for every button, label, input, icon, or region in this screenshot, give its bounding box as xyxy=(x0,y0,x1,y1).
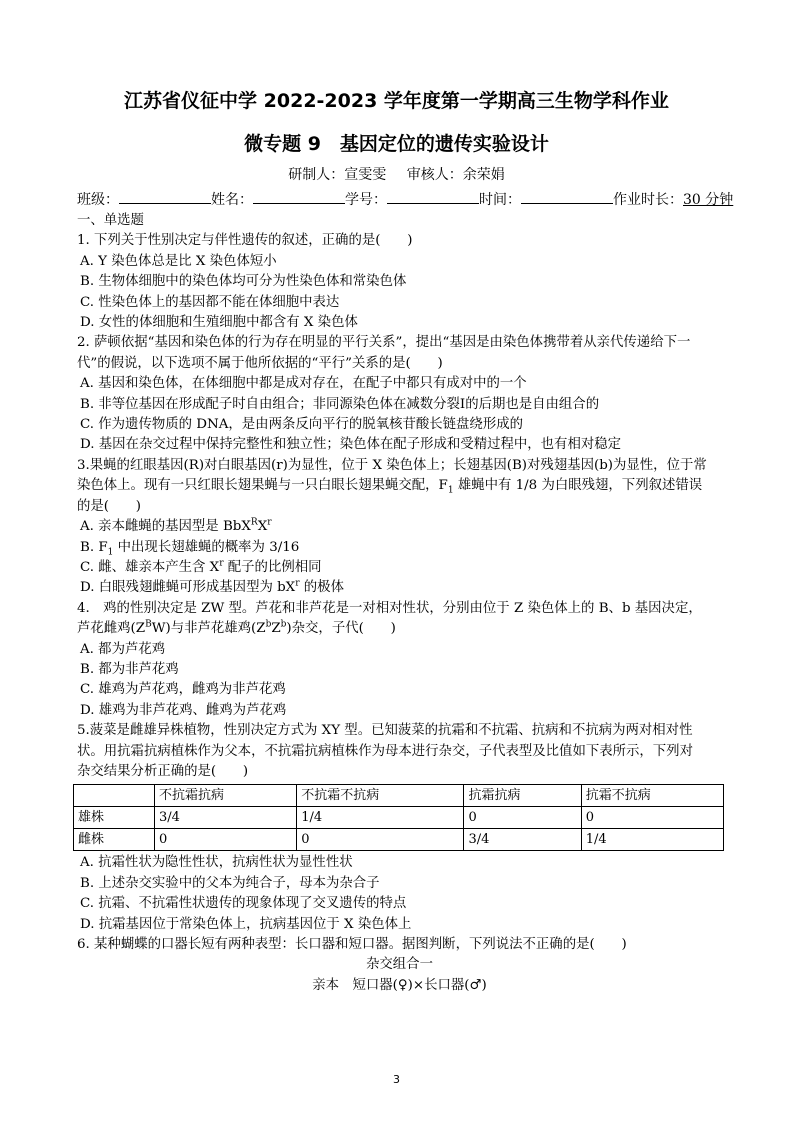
time-label: 时间： xyxy=(479,192,521,208)
q4-sup-1: B xyxy=(145,619,152,630)
document-title: 江苏省仪征中学 2022-2023 学年度第一学期高三生物学科作业 xyxy=(124,90,669,112)
q6-figure-parents: 亲本 短口器(♀)×长口器(♂) xyxy=(312,977,487,993)
q4-option-a: A. 都为芦花鸡 xyxy=(80,641,166,657)
q3-stem-text: 染色体上。现有一只红眼长翅果蝇与一只白眼长翅果蝇交配，F xyxy=(77,478,448,494)
class-label: 班级： xyxy=(77,192,119,208)
table-cell: 3/4 xyxy=(464,829,581,851)
name-label: 姓名： xyxy=(211,192,253,208)
q2-option-c: C. 作为遗传物质的 DNA，是由两条反向平行的脱氧核苷酸长链盘绕形成的 xyxy=(80,417,523,433)
id-blank[interactable] xyxy=(387,190,479,204)
q3-stem-line3: 的是( ) xyxy=(77,498,142,514)
q3-stem-line2 xyxy=(77,476,722,496)
q3-option-b xyxy=(77,538,722,558)
table-header-cell: 不抗霜不抗病 xyxy=(297,785,464,807)
table-header-row xyxy=(74,785,724,807)
q5-results-table xyxy=(73,784,724,851)
time-blank[interactable] xyxy=(521,190,613,204)
table-cell: 0 xyxy=(464,807,581,829)
q2-option-b: B. 非等位基因在形成配子时自由组合；非同源染色体在减数分裂Ⅰ的后期也是自由组合的 xyxy=(80,396,600,412)
document-subtitle: 微专题 9 基因定位的遗传实验设计 xyxy=(244,133,549,155)
q1-option-a: A. Y 染色体总是比 X 染色体短小 xyxy=(80,253,277,269)
q4-text-2: W)与非芦花雄鸡(Z xyxy=(151,621,266,637)
table-row xyxy=(74,807,724,829)
q3-b-text: B. F xyxy=(80,539,108,555)
q2-option-d: D. 基因在杂交过程中保持完整性和独立性；染色体在配子形成和受精过程中，也有相对稳定 xyxy=(80,437,622,453)
reviewer-label: 审核人：余荣娟 xyxy=(406,167,505,183)
page-number: 3 xyxy=(393,1073,400,1086)
q5-stem-line2: 状。用抗霜抗病植株作为父本，不抗霜抗病植株作为母本进行杂交，子代表型及比值如下表所示，下列对 xyxy=(77,743,693,759)
q4-sup-2: b xyxy=(265,619,272,630)
q3-a-mid: X xyxy=(257,519,268,535)
q3-b-sub: 1 xyxy=(107,547,114,558)
q5-option-b: B. 上述杂交实验中的父本为纯合子，母本为杂合子 xyxy=(80,875,380,891)
table-header-cell: 不抗霜抗病 xyxy=(155,785,297,807)
table-cell: 3/4 xyxy=(155,807,297,829)
table-cell: 雄株 xyxy=(74,807,155,829)
table-cell: 1/4 xyxy=(297,807,464,829)
q3-stem-line1: 3.果蝇的红眼基因(R)对白眼基因(r)为显性，位于 X 染色体上；长翅基因(B)对残翅基因(b)为显性，位于常 xyxy=(77,457,707,473)
table-cell: 1/4 xyxy=(581,829,723,851)
q4-option-b: B. 都为非芦花鸡 xyxy=(80,661,179,677)
q1-option-b: B. 生物体细胞中的染色体均可分为性染色体和常染色体 xyxy=(80,274,407,290)
q3-d-text: D. 白眼残翅雌蝇可形成基因型为 bX xyxy=(80,580,296,596)
q5-option-a: A. 抗霜性状为隐性性状，抗病性状为显性性状 xyxy=(80,855,353,871)
author-label: 研制人：宣雯雯 xyxy=(288,167,387,183)
q4-option-d: D. 雄鸡为非芦花鸡、雌鸡为芦花鸡 xyxy=(80,702,287,718)
q2-stem-line2: 代”的假说，以下选项不属于他所依据的“平行”关系的是( ) xyxy=(77,355,443,371)
content-body xyxy=(77,211,722,996)
q4-option-c: C. 雄鸡为芦花鸡，雌鸡为非芦花鸡 xyxy=(80,682,286,698)
q3-d-sup: r xyxy=(295,578,300,589)
q2-option-a: A. 基因和染色体，在体细胞中都是成对存在，在配子中都只有成对中的一个 xyxy=(80,376,527,392)
duration-label: 作业时长： xyxy=(613,192,683,208)
table-header-cell: 抗霜抗病 xyxy=(464,785,581,807)
q4-sup-3: b xyxy=(280,619,287,630)
name-blank[interactable] xyxy=(253,190,345,204)
q4-text-1: 芦花雌鸡(Z xyxy=(77,621,146,637)
q4-stem-line2 xyxy=(77,619,722,639)
q4-stem-line1: 4. 鸡的性别决定是 ZW 型。芦花和非芦花是一对相对性状，分别由位于 Z 染色体上的 B、b 基因决定， xyxy=(77,600,702,616)
q2-stem-line1: 2. 萨顿依据“基因和染色体的行为存在明显的平行关系”，提出“基因是由染色体携带着从亲代传递给下一 xyxy=(77,335,691,351)
q3-c-text: C. 雌、雄亲本产生含 X xyxy=(80,559,220,575)
info-row xyxy=(77,189,734,209)
q1-stem: 1. 下列关于性别决定与伴性遗传的叙述，正确的是( ) xyxy=(77,233,413,249)
q3-option-c xyxy=(77,558,722,578)
q3-a-sup1: R xyxy=(250,517,258,528)
q4-text-4: )杂交，子代( ) xyxy=(286,621,396,637)
q3-c-post: 配子的比例相同 xyxy=(223,559,322,575)
q3-option-a xyxy=(77,517,722,537)
table-cell: 0 xyxy=(155,829,297,851)
duration-value: 30 分钟 xyxy=(683,192,734,208)
q3-stem-text-2: 雄蝇中有 1/8 为白眼残翅，下列叙述错误 xyxy=(453,478,703,494)
q3-a-text: A. 亲本雌蝇的基因型是 BbX xyxy=(80,519,251,535)
q5-stem-line1: 5.菠菜是雌雄异株植物，性别决定方式为 XY 型。已知菠菜的抗霜和不抗霜、抗病和不抗病为两对相对性 xyxy=(77,723,693,739)
q5-option-c: C. 抗霜、不抗霜性状遗传的现象体现了交叉遗传的特点 xyxy=(80,896,407,912)
q3-subscript: 1 xyxy=(447,485,454,496)
table-header-cell: 抗霜不抗病 xyxy=(581,785,723,807)
table-cell: 0 xyxy=(581,807,723,829)
section-heading: 一、单选题 xyxy=(77,213,144,228)
table-header-cell xyxy=(74,785,155,807)
q3-b-post: 中出现长翅雄蝇的概率为 3/16 xyxy=(113,539,300,555)
q5-option-d: D. 抗霜基因位于常染色体上，抗病基因位于 X 染色体上 xyxy=(80,916,412,932)
q1-option-d: D. 女性的体细胞和生殖细胞中都含有 X 染色体 xyxy=(80,315,358,331)
id-label: 学号： xyxy=(345,192,387,208)
q1-option-c: C. 性染色体上的基因都不能在体细胞中表达 xyxy=(80,294,340,310)
table-cell: 雌株 xyxy=(74,829,155,851)
q6-figure-title: 杂交组合一 xyxy=(366,957,433,973)
q3-c-sup: r xyxy=(219,558,224,569)
q3-a-sup2: r xyxy=(267,517,272,528)
table-row xyxy=(74,829,724,851)
q3-option-d xyxy=(77,578,722,598)
q5-stem-line3: 杂交结果分析正确的是( ) xyxy=(77,763,249,779)
class-blank[interactable] xyxy=(119,190,211,204)
q3-d-post: 的极体 xyxy=(299,580,344,596)
table-cell: 0 xyxy=(297,829,464,851)
q6-stem: 6. 某种蝴蝶的口器长短有两种表型：长口器和短口器。据图判断，下列说法不正确的是( ) xyxy=(77,937,627,952)
authors-line xyxy=(0,164,793,184)
q4-text-3: Z xyxy=(271,621,281,637)
